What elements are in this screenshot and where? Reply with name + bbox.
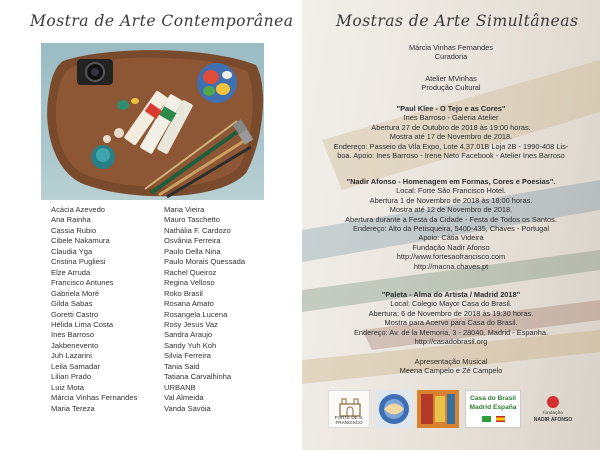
painting-thumbnail-1 (376, 390, 412, 428)
artist-name: Ines Barroso (51, 330, 95, 340)
artist-name: Paulo Della Nina (164, 246, 221, 256)
event-nadir-line: Mostra até 12 de Novembro de 2018. (389, 205, 513, 215)
right-panel (302, 0, 600, 450)
colorful-painting-icon (417, 390, 459, 428)
event-paleta-line: Abertura: 6 de Novembro de 2018 às 19:30 horas. (368, 308, 534, 318)
artist-name: Mauro Taschetto (164, 215, 220, 225)
artist-name: Regina Velloso (164, 278, 215, 288)
artist-name: Vanda Savóia (164, 403, 211, 413)
event-nadir (302, 177, 600, 271)
event-paleta (302, 290, 600, 346)
artist-name: Lilian Prado (51, 372, 92, 382)
event-klee (302, 104, 600, 160)
artist-name: Cassia Rubio (51, 225, 97, 235)
event-nadir-line: Abertura durante a Festa da Cidade - Festa de Todos os Santos. (345, 214, 557, 224)
event-paleta-line: Mostra para Acervo para Casa do Brasil. (384, 318, 518, 328)
event-paleta-line: Local: Colegio Mayor Casa do Brasil. (390, 299, 512, 309)
artist-name: Cristina Pugliesi (51, 257, 106, 267)
artist-name: Tatiana Carvalhinha (164, 372, 232, 382)
event-nadir-line: Apoio: Cátia Videira (418, 233, 484, 243)
production-name: Atelier MVinhas (425, 74, 477, 83)
forte-logo[interactable] (328, 390, 370, 428)
right-title: Mostras de Arte Simultâneas (336, 12, 579, 30)
artist-name: Cibele Nakamura (51, 236, 110, 246)
sponsor-logos (302, 390, 600, 430)
artist-name: URBANB (164, 382, 196, 392)
artist-name: Gabriela Moré (51, 288, 100, 298)
casa-logo-line2: Madrid España (469, 404, 517, 411)
event-klee-line: boa. Apoio: Ines Barroso - Irene Neto Facebook - Atelier Ines Barroso (337, 151, 565, 161)
production-role: Produção Cultural (421, 83, 481, 93)
artist-name: Rosangela Lucena (164, 309, 228, 319)
event-paleta-title: "Paleta - Alma do Artista / Madrid 2018" (381, 290, 521, 299)
left-title: Mostra de Arte Contemporânea (30, 12, 294, 30)
production-block (302, 74, 600, 93)
artist-name: Leila Samadar (51, 361, 100, 371)
curator-role: Curadoria (434, 52, 468, 62)
event-nadir-title: "Nadir Afonso - Homenagem em Formas, Cores e Poesias". (346, 177, 556, 186)
artist-list-column-2 (164, 205, 284, 414)
painting-thumbnail-2 (417, 390, 459, 428)
artist-name: Gilda Sabas (51, 299, 93, 309)
artist-name: Luiz Mota (51, 382, 84, 392)
event-nadir-line: Local: Forte São Francisco Hotel. (396, 186, 506, 196)
forte-logo-label: FORTE DE S. FRANCISCO (334, 415, 364, 425)
event-nadir-line: Abertura 1 de Novembro de 2018 às 18:00 horas. (369, 195, 533, 205)
artist-name: Hélida Lima Costa (51, 319, 114, 329)
event-klee-line: Mostra até 17 de Novembro de 2018. (389, 132, 513, 142)
artist-name: Francisco Antunes (51, 278, 114, 288)
brazil-flag-icon (482, 416, 491, 422)
artist-name: Márcia Vinhas Fernandes (51, 393, 138, 403)
art-supplies-photo (41, 43, 264, 200)
event-nadir-link[interactable]: http://www.fortesaofrancisco.com (396, 252, 506, 262)
spain-flag-icon (496, 416, 505, 422)
artist-name: Rachel Queiroz (164, 267, 217, 277)
artist-name: Maria Vieira (164, 205, 205, 214)
music-label: Apresentação Musical (414, 357, 488, 366)
artist-name: Roko Brasil (164, 288, 203, 298)
artist-name: Sandra Araujo (164, 330, 213, 340)
artist-name: Sandy Yuh Koh (164, 340, 217, 350)
curator-name: Márcia Vinhas Fernandes (408, 43, 494, 52)
artist-name: Rosy Jesus Vaz (164, 319, 218, 329)
event-paleta-line: Endereço: Av. de la Memoria, 3 - 28040, Madrid - Espanha. (353, 327, 549, 337)
music-block (302, 357, 600, 376)
curator-block (302, 43, 600, 62)
artist-name: Nathália F. Cardozo (164, 225, 231, 235)
palette-illustration (41, 43, 264, 200)
artist-name: Acácia Azevedo (51, 205, 106, 214)
fundacao-name-label: NADIR AFONSO (533, 417, 573, 423)
fundacao-nadir-afonso-logo[interactable] (530, 390, 576, 428)
event-nadir-line: Fundação Nadir Afonso (412, 242, 490, 252)
artist-name: Jakbenevento (51, 340, 99, 350)
artist-name: Goretti Castro (51, 309, 99, 319)
artist-list-column-1 (51, 205, 161, 414)
fundacao-small-label: fundação (543, 411, 563, 416)
casa-logo-line1: Casa do Brasil (470, 395, 516, 402)
abstract-painting-icon (376, 390, 412, 428)
red-circle-icon (547, 396, 559, 408)
music-names: Meena Campelo e Zé Campelo (399, 366, 503, 376)
event-klee-line: Ines Barroso - Galeria Atelier (403, 113, 499, 123)
event-nadir-link[interactable]: http://macna.chaves.pt (413, 261, 489, 271)
artist-name: Osvânia Ferreira (164, 236, 221, 246)
artist-name: Paulo Morais Quessada (164, 257, 246, 267)
artist-name: Juh Lazarini (51, 351, 92, 361)
event-klee-title: "Paul Klee - O Tejo e as Cores" (396, 104, 506, 113)
artist-name: Claudia Yga (51, 246, 93, 256)
event-nadir-line: Endereço: Alto da Petisqueira, 5400-435, Chaves - Portugal (353, 224, 549, 234)
artist-name: Rosana Amato (164, 299, 214, 309)
artist-name: Maria Tereza (51, 403, 95, 413)
event-paleta-link[interactable]: http://casadobrasil.org (414, 337, 488, 347)
casa-do-brasil-logo[interactable] (465, 390, 521, 428)
event-klee-line: Endereço: Passeio da Vila Expo, Lote 4.37.01B Loja 2B - 1990-408 Lis- (333, 141, 569, 151)
artist-name: Val Almeida (164, 393, 204, 403)
artist-name: Elze Arruda (51, 267, 91, 277)
artist-name: Tania Said (164, 361, 200, 371)
artist-name: Ana Rainha (51, 215, 91, 225)
artist-name: Silvia Ferreira (164, 351, 211, 361)
event-klee-line: Abertura 27 de Outubro de 2018 às 19:00 horas. (371, 122, 531, 132)
